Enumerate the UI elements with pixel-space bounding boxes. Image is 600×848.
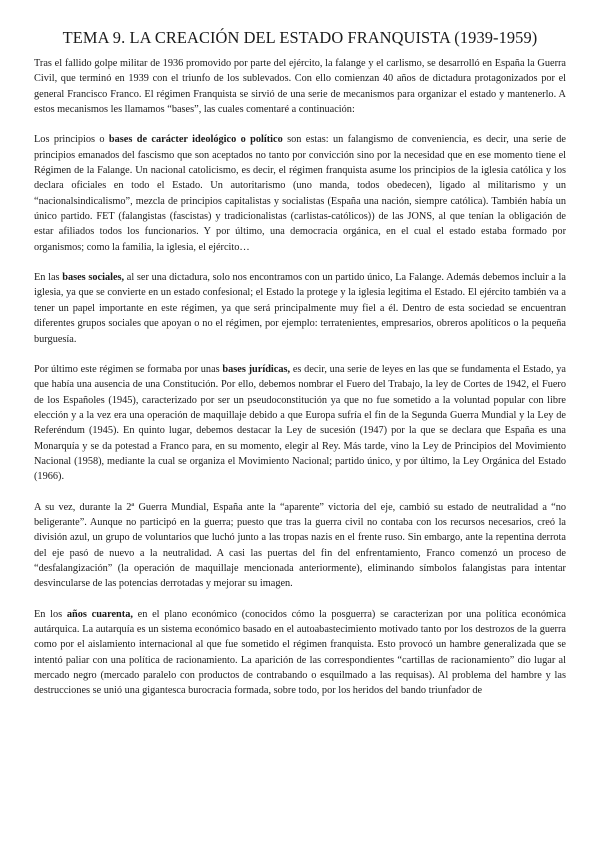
bold-term: bases sociales, — [62, 272, 125, 284]
paragraph-forties-economy — [34, 607, 566, 699]
paragraph-text: en el plano económico (conocidos cómo la posguerra) se caracterizan por una política económica autárquica. La autarquía es un sistema económico basado en el autoabastecimiento motivado tanto por los destrozos de la guerra como por el aislamiento internacional al que fue sometido el régimen franquista. Esto provocó un hambre generalizada que se intentó paliar con una política de racionamiento. La aparición de las correspondientes “cartillas de racionamiento” dio lugar al mercado negro (mercado paralelo con productos de contrabando o esquilmado a las requisas). Al problema del hambre y las destrucciones se unió una gigantesca burocracia formada, sobre todo, por los heridos del bando triunfador de — [34, 608, 566, 697]
paragraph-legal-bases — [34, 362, 566, 485]
bold-term: bases de carácter ideológico o político — [108, 134, 283, 146]
paragraph-text: En las — [34, 272, 63, 284]
paragraph-world-war — [34, 500, 566, 592]
paragraph-text: Tras el fallido golpe militar de 1936 promovido por parte del ejército, la falange y el carlismo, se desarrolló en España la Guerra Civil, que terminó en 1939 con el triunfo de los sublevados. Con ello comienzan 40 años de dictadura protagonizados por el general Francisco Franco. El régimen Franquista se sirvió de una serie de mecanismos para organizar el estado y mantenerlo. A estos mecanismos les llamamos “bases”, las cuales comentaré a continuación: — [34, 58, 566, 116]
paragraph-text: En los — [34, 608, 67, 620]
bold-term: bases jurídicas, — [222, 363, 291, 375]
paragraph-text: Los principios o — [34, 134, 109, 146]
paragraph-text: Por último este régimen se formaba por unas — [34, 363, 223, 375]
paragraph-text: es decir, una serie de leyes en las que se fundamenta el Estado, ya que había una ausencia de una Constitución. Por ello, debemos nombrar el Fuero del Trabajo, la ley de Cortes de 1942, el Fuero de los Españoles (1945), caracterizado por ser un pseudoconstitución ya que no fue sometido a la voluntad popular con libre elección y a la vez era una operación de maquillaje debido a que Europa sufría el fin de la Segunda Guerra Mundial y la Ley de Referéndum (1945). En quinto lugar, debemos destacar la Ley de sucesión (1947) por la que se declara que España es una Monarquía y se da potestad a Franco para, en su momento, elegir al Rey. Más tarde, vino la Ley de Principios del Movimiento Nacional (1958), mediante la cual se organiza el Movimiento Nacional; partido único, y por último, la Ley Orgánica del Estado (1966). — [34, 363, 567, 483]
page-title: TEMA 9. LA CREACIÓN DEL ESTADO FRANQUISTA (1939-1959) — [62, 28, 538, 47]
paragraph-social-bases — [34, 270, 566, 347]
paragraph-text: son estas: un falangismo de conveniencia, es decir, una serie de principios emanados del fascismo que son aceptados no tanto por convicción sino por la necesidad que en ese momento tiene el Régimen de la Falange. Un nacional catolicismo, es decir, el régimen franquista asume los principios de la iglesia católica y los declara oficiales en todo el Estado. Un autoritarismo (uno manda, todos obedecen), ligado al militarismo y un “nacionalsindicalismo”, mezcla de principios capitalistas y socialistas (España una nación, siempre católica). También había un único partido. FET (falangistas (fascistas) y tradicionalistas (carlistas-católicos)) de las JONS, al que tenían la obligación de estar afiliados todos los funcionarios. Y por último, una democracia orgánica, en el cual el estado estaba formado por organismos; como la familia, la iglesia, el ejército… — [34, 134, 566, 253]
bold-term: años cuarenta, — [66, 608, 133, 620]
paragraph-ideological-bases — [34, 132, 566, 255]
paragraph-intro — [34, 56, 566, 117]
paragraph-text: A su vez, durante la 2ª Guerra Mundial, España ante la “aparente” victoria del eje, cambió su estado de neutralidad a “no beligerante”. Aunque no participó en la guerra; puesto que tras la guerra civil no contaba con los recursos necesarios, creó la división azul, un grupo de voluntarios que luchó junto a las tropas nazis en el frente ruso. Sin embargo, ante la repentina derrota del eje pasó de nuevo a la neutralidad. A casi las puertas del fin del enfrentamiento, Franco comenzó un proceso de “desfalangización” (la operación de maquillaje mencionada anteriormente), eliminando símbolos falangistas para intentar desvincularse de las potencias derrotadas y mejorar su imagen. — [34, 501, 566, 590]
paragraph-text: al ser una dictadura, solo nos encontramos con un partido único, La Falange. Además debemos incluir a la iglesia, ya que se convierte en un estado confesional; el Estado la protege y la iglesia legitima el Estado. El ejército también va a tener un papel importante en este régimen, ya que será principalmente muy fiel a él. Dentro de esta sociedad se encuentran diferentes grupos sociales que apoyan o no el régimen, por ejemplo: terratenientes, empresarios, obreros apolíticos o la pequeña burguesía. — [34, 272, 566, 345]
